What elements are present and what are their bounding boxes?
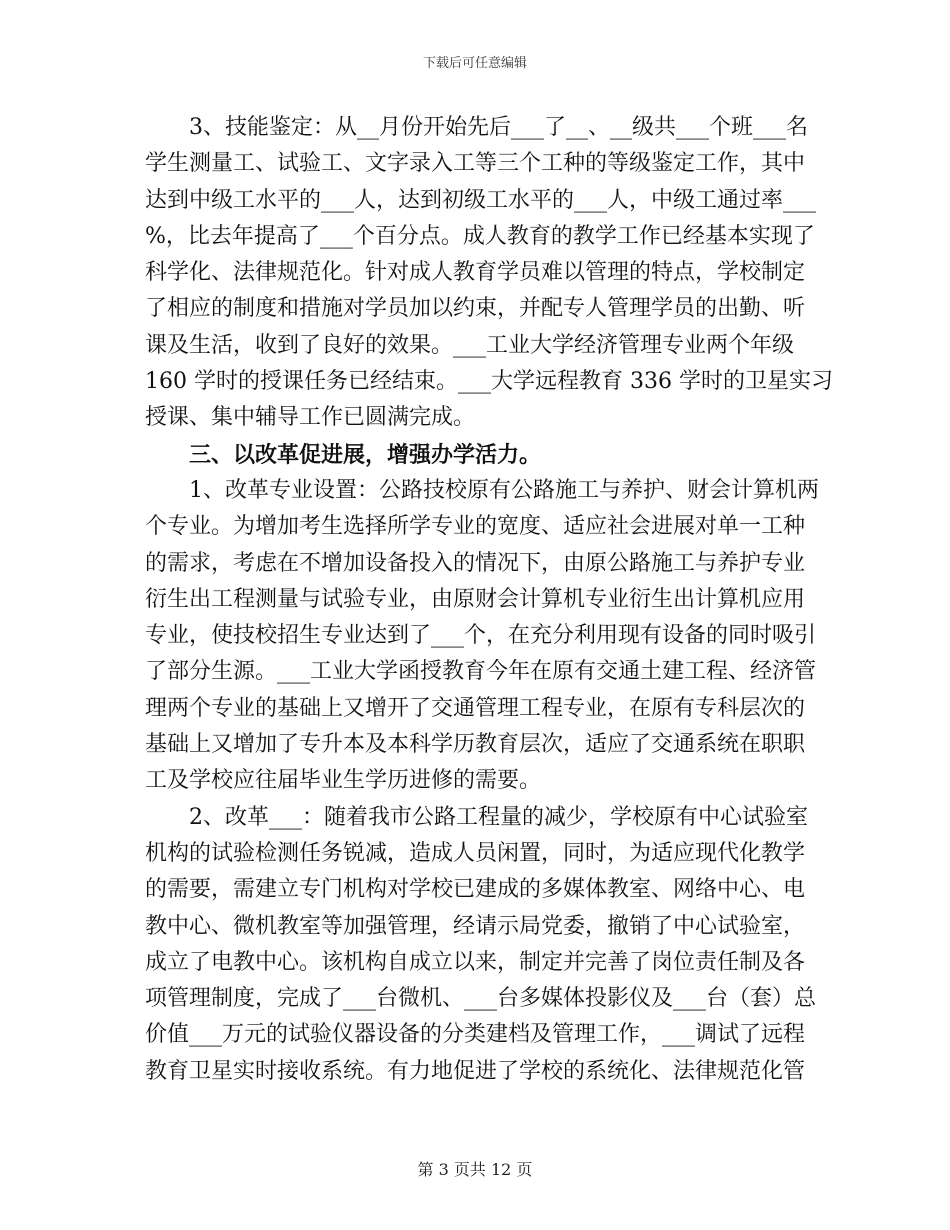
text-line: 的需求，考虑在不增加设备投入的情况下，由原公路施工与养护专业 xyxy=(145,550,806,576)
page-footer: 第 3 页共 12 页 xyxy=(417,1160,533,1179)
text-line: 科学化、法律规范化。针对成人教育学员难以管理的特点，学校制定 xyxy=(145,260,806,286)
paragraph-skill-assessment xyxy=(145,110,833,437)
text-line: 达到中级工水平的___人，达到初级工水平的___人，中级工通过率___ xyxy=(145,187,817,213)
text-line: 的需要，需建立专门机构对学校已建成的多媒体教室、网络中心、电 xyxy=(145,877,806,903)
text-line: 衍生出工程测量与试验专业，由原财会计算机专业衍生出计算机应用 xyxy=(145,586,806,612)
page-header: 下载后可任意编辑 xyxy=(422,56,527,71)
paragraph-reform-institutions xyxy=(145,800,817,1090)
text-line: 成立了电教中心。该机构自成立以来，制定并完善了岗位责任制及各 xyxy=(145,949,806,975)
text-line: 专业，使技校招生专业达到了___个，在充分利用现有设备的同时吸引 xyxy=(145,623,817,649)
paragraph-reform-majors xyxy=(145,473,819,800)
text-line: 3、技能鉴定：从__月份开始先后___了__、__级共___个班___名 xyxy=(189,115,808,140)
document-body xyxy=(145,110,833,1090)
text-line: 学生测量工、试验工、文字录入工等三个工种的等级鉴定工作，其中 xyxy=(145,151,806,177)
text-line: 2、改革___：随着我市公路工程量的减少，学校原有中心试验室 xyxy=(189,804,808,830)
text-line: 工及学校应往届毕业生学历进修的需要。 xyxy=(145,768,542,794)
text-line: 教中心、微机教室等加强管理，经请示局党委，撤销了中心试验室， xyxy=(145,913,806,939)
text-line: %，比去年提高了___个百分点。成人教育的教学工作已经基本实现了 xyxy=(145,223,815,249)
text-line: 160 学时的授课任务已经结束。___大学远程教育 336 学时的卫星实习 xyxy=(145,369,833,395)
text-line: 理两个专业的基础上又增开了交通管理工程专业，在原有专科层次的 xyxy=(145,695,806,721)
text-line: 教育卫星实时接收系统。有力地促进了学校的系统化、法律规范化管 xyxy=(145,1058,806,1084)
section-heading xyxy=(145,437,810,473)
text-line: 个专业。为增加考生选择所学专业的宽度、适应社会进展对单一工种 xyxy=(145,514,806,540)
heading-text: 三、以改革促进展，增强办学活力。 xyxy=(189,441,542,468)
text-line: 基础上又增加了专升本及本科学历教育层次，适应了交通系统在职职 xyxy=(145,732,806,758)
text-line: 了部分生源。___工业大学函授教育今年在原有交通土建工程、经济管 xyxy=(145,659,817,685)
text-line: 机构的试验检测任务锐减，造成人员闲置，同时，为适应现代化教学 xyxy=(145,840,806,866)
text-line: 项管理制度，完成了___台微机、___台多媒体投影仪及___台（套）总 xyxy=(145,986,817,1012)
text-line: 价值___万元的试验仪器设备的分类建档及管理工作，___调试了远程 xyxy=(145,1022,806,1048)
text-line: 授课、集中辅导工作已圆满完成。 xyxy=(145,405,476,431)
text-line: 了相应的制度和措施对学员加以约束，并配专人管理学员的出勤、听 xyxy=(145,296,806,322)
text-line: 1、改革专业设置：公路技校原有公路施工与养护、财会计算机两 xyxy=(189,477,819,503)
text-line: 课及生活，收到了良好的效果。___工业大学经济管理专业两个年级 xyxy=(145,332,795,358)
